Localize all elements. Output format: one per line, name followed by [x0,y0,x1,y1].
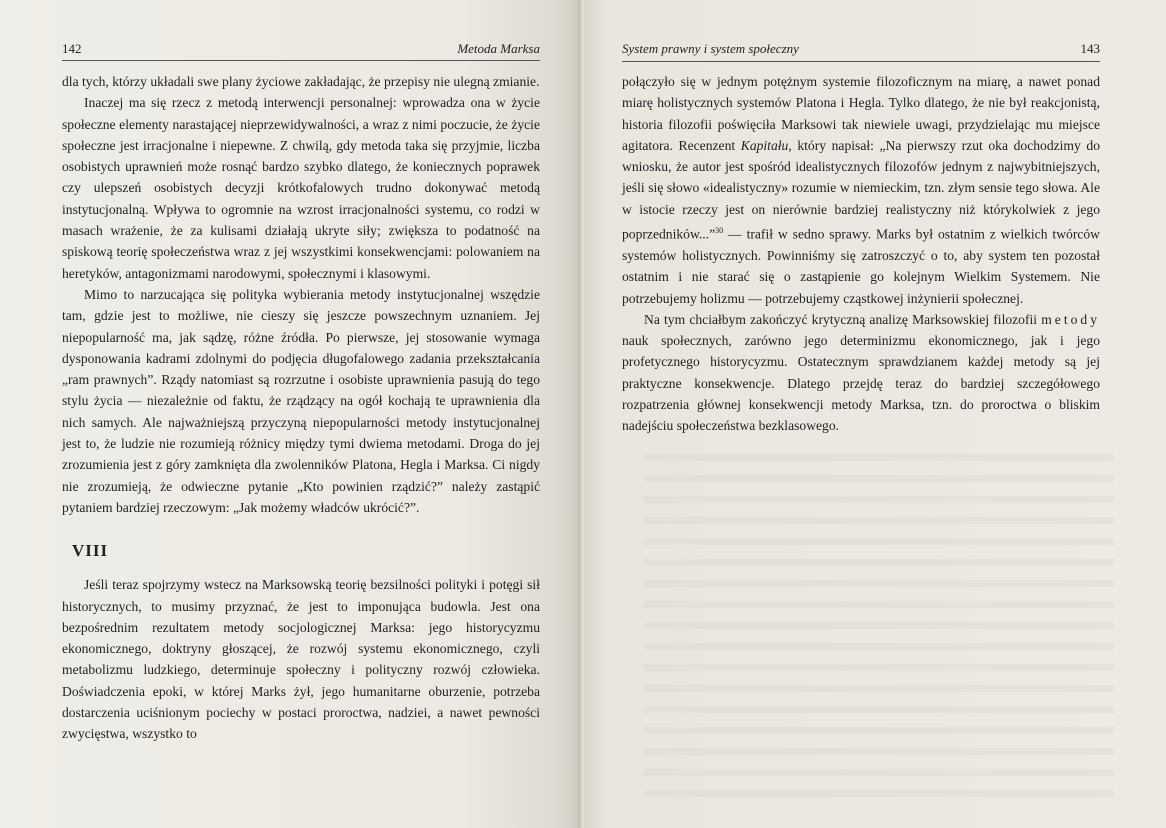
paragraph [622,309,1100,437]
paragraph [622,71,1100,309]
right-header-rule [622,61,1100,62]
right-page [584,0,1166,828]
text-run: Na tym chciałbym zakończyć krytyczną analizę Marksowskiej filozofii [644,311,1042,327]
text-run: nauk społecznych, zarówno jego determinizmu ekonomicznego, jak i jego profetycznego historycyzmu. Ostatecznym sprawdzianem każdej metody są jej praktyczne konsekwencje. Dlatego przejdę teraz do bardziej szczegółowego rozpatrzenia głównej konsekwencji metody Marksa, tzn. do proroctwa o bliskim nadejściu społeczeństwa bezklasowego. [622,333,1100,434]
left-page-number: 142 [62,41,82,56]
text-run: — trafił w sedno sprawy. Marks był ostatnim z wielkich twórców systemów holistycznych. Powinniśmy się zatroszczyć o to, aby system ten pozostał ostatnim i nie starać się o zastąpienie go kolejnym Wielkim Systemem. Nie potrzebujemy holizmu — potrzebujemy cząstkowej inżynierii społecznej. [622,226,1100,306]
paragraph: Inaczej ma się rzecz z metodą interwencji personalnej: wprowadza ona w życie społeczne elementy narastającej nieprzewidywalności, a wraz z nimi poczucie, że życie społeczne jest irracjonalne i niepewne. Z chwilą, gdy metoda taka się przyjmie, liczba osobistych uprawnień może rosnąć bardzo szybko dlatego, że koniecznych poprawek czy ulepszeń osobistych decyzji krótkofalowych trudno dokonywać metodą instytucjonalną. Wpływa to ogromnie na wzrost irracjonalności systemu, co rodzi w masach wrażenie, że za kulisami działają ukryte siły; zwiększa to podatność na spiskową teorię społeczeństwa wraz z jej wszystkimi konsekwencjami: polowaniem na heretyków, antagonizmami narodowymi, społecznymi i klasowymi. [62,95,540,281]
right-running-title: System prawny i system społeczny [622,41,799,56]
footnote-reference: 30 [715,226,724,236]
section-heading: VIII [72,541,109,561]
text-run: , który napisał: „Na pierwszy rzut oka dochodzimy do wniosku, że autor jest spośród idealistycznych filozofów jednym z najwybitniejszych, jeśli się słowo «idealistyczny» rozumie w niemieckim, tzn. złym sensie tego słowa. Ale w istocie rzeczy jest on nierównie bardziej realistyczny niż którykolwiek z jego poprzedników...” [622,137,1100,242]
text-run: połączyło się w jednym potężnym systemie filozoficznym na miarę, a nawet ponad miarę holistycznych systemów Platona i Hegla. Tylko dlatego, że nie był reakcjonistą, historia filozofii poświęciła Marksowi tak niewiele uwagi, przydzielając mu miejsce agitatora. Recenzent [622,74,1100,153]
paragraph: Mimo to narzucająca się polityka wybierania metody instytucjonalnej wszędzie tam, gdzie jest to możliwe, nie cieszy się jeszcze powszechnym uznaniem. Jej niepopularność ma, jak sądzę, różne źródła. Po pierwsze, jej stosowanie wymaga dysponowania kadrami zdolnymi do podjęcia długofalowego zadania przekształcania „ram prawnych”. Rządy natomiast są rozrzutne i osobiste uprawnienia pasują do tego stylu życia — niezależnie od faktu, że rządzący na ogół kochają te uprawnienia dla nich samych. Ale najważniejszą przyczyną niepopularności metody instytucjonalnej jest to, że ludzie nie rozumieją różnicy między tymi dwiema metodami. Droga do jej zrozumienia jest z góry zamknięta dla zwolenników Platona, Hegla i Marksa. Ci nigdy nie zrozumieją, że odwieczne pytanie „Kto powinien rządzić?” należy zastąpić pytaniem bardziej rzeczowym: „Jak możemy władców ukrócić?”. [62,286,540,515]
paragraph: Jeśli teraz spojrzymy wstecz na Marksowską teorię bezsilności polityki i potęgi sił historycznych, to musimy przyznać, że jest to imponująca budowla. Jest ona bezpośrednim rezultatem metody socjologicznej Marksa: jego historycyzmu ekonomicznego, doktryny głoszącej, że rozwój systemu ekonomicznego, czyli metabolizmu ludzkiego, determinuje społeczny i polityczny rozwój człowieka. Doświadczenia epoki, w której Marks żył, jego humanitarne oburzenie, potrzeba dostarczenia uciśnionym pociechy w postaci proroctwa, nadziei, a nawet pewności zwycięstwa, wszystko to [62,577,540,742]
right-body-text [622,71,1100,437]
left-header-rule [62,60,540,61]
italic-title: Kapitału [740,137,789,153]
paragraph: dla tych, którzy układali swe plany życiowe zakładając, że przepisy nie ulegną zmianie. [62,74,540,89]
spaced-emphasis: metody [1041,311,1100,327]
left-page [0,0,578,828]
left-body-text [62,71,540,745]
left-running-title: Metoda Marksa [457,41,540,56]
right-page-number: 143 [1080,41,1100,56]
show-through-texture [644,440,1114,800]
